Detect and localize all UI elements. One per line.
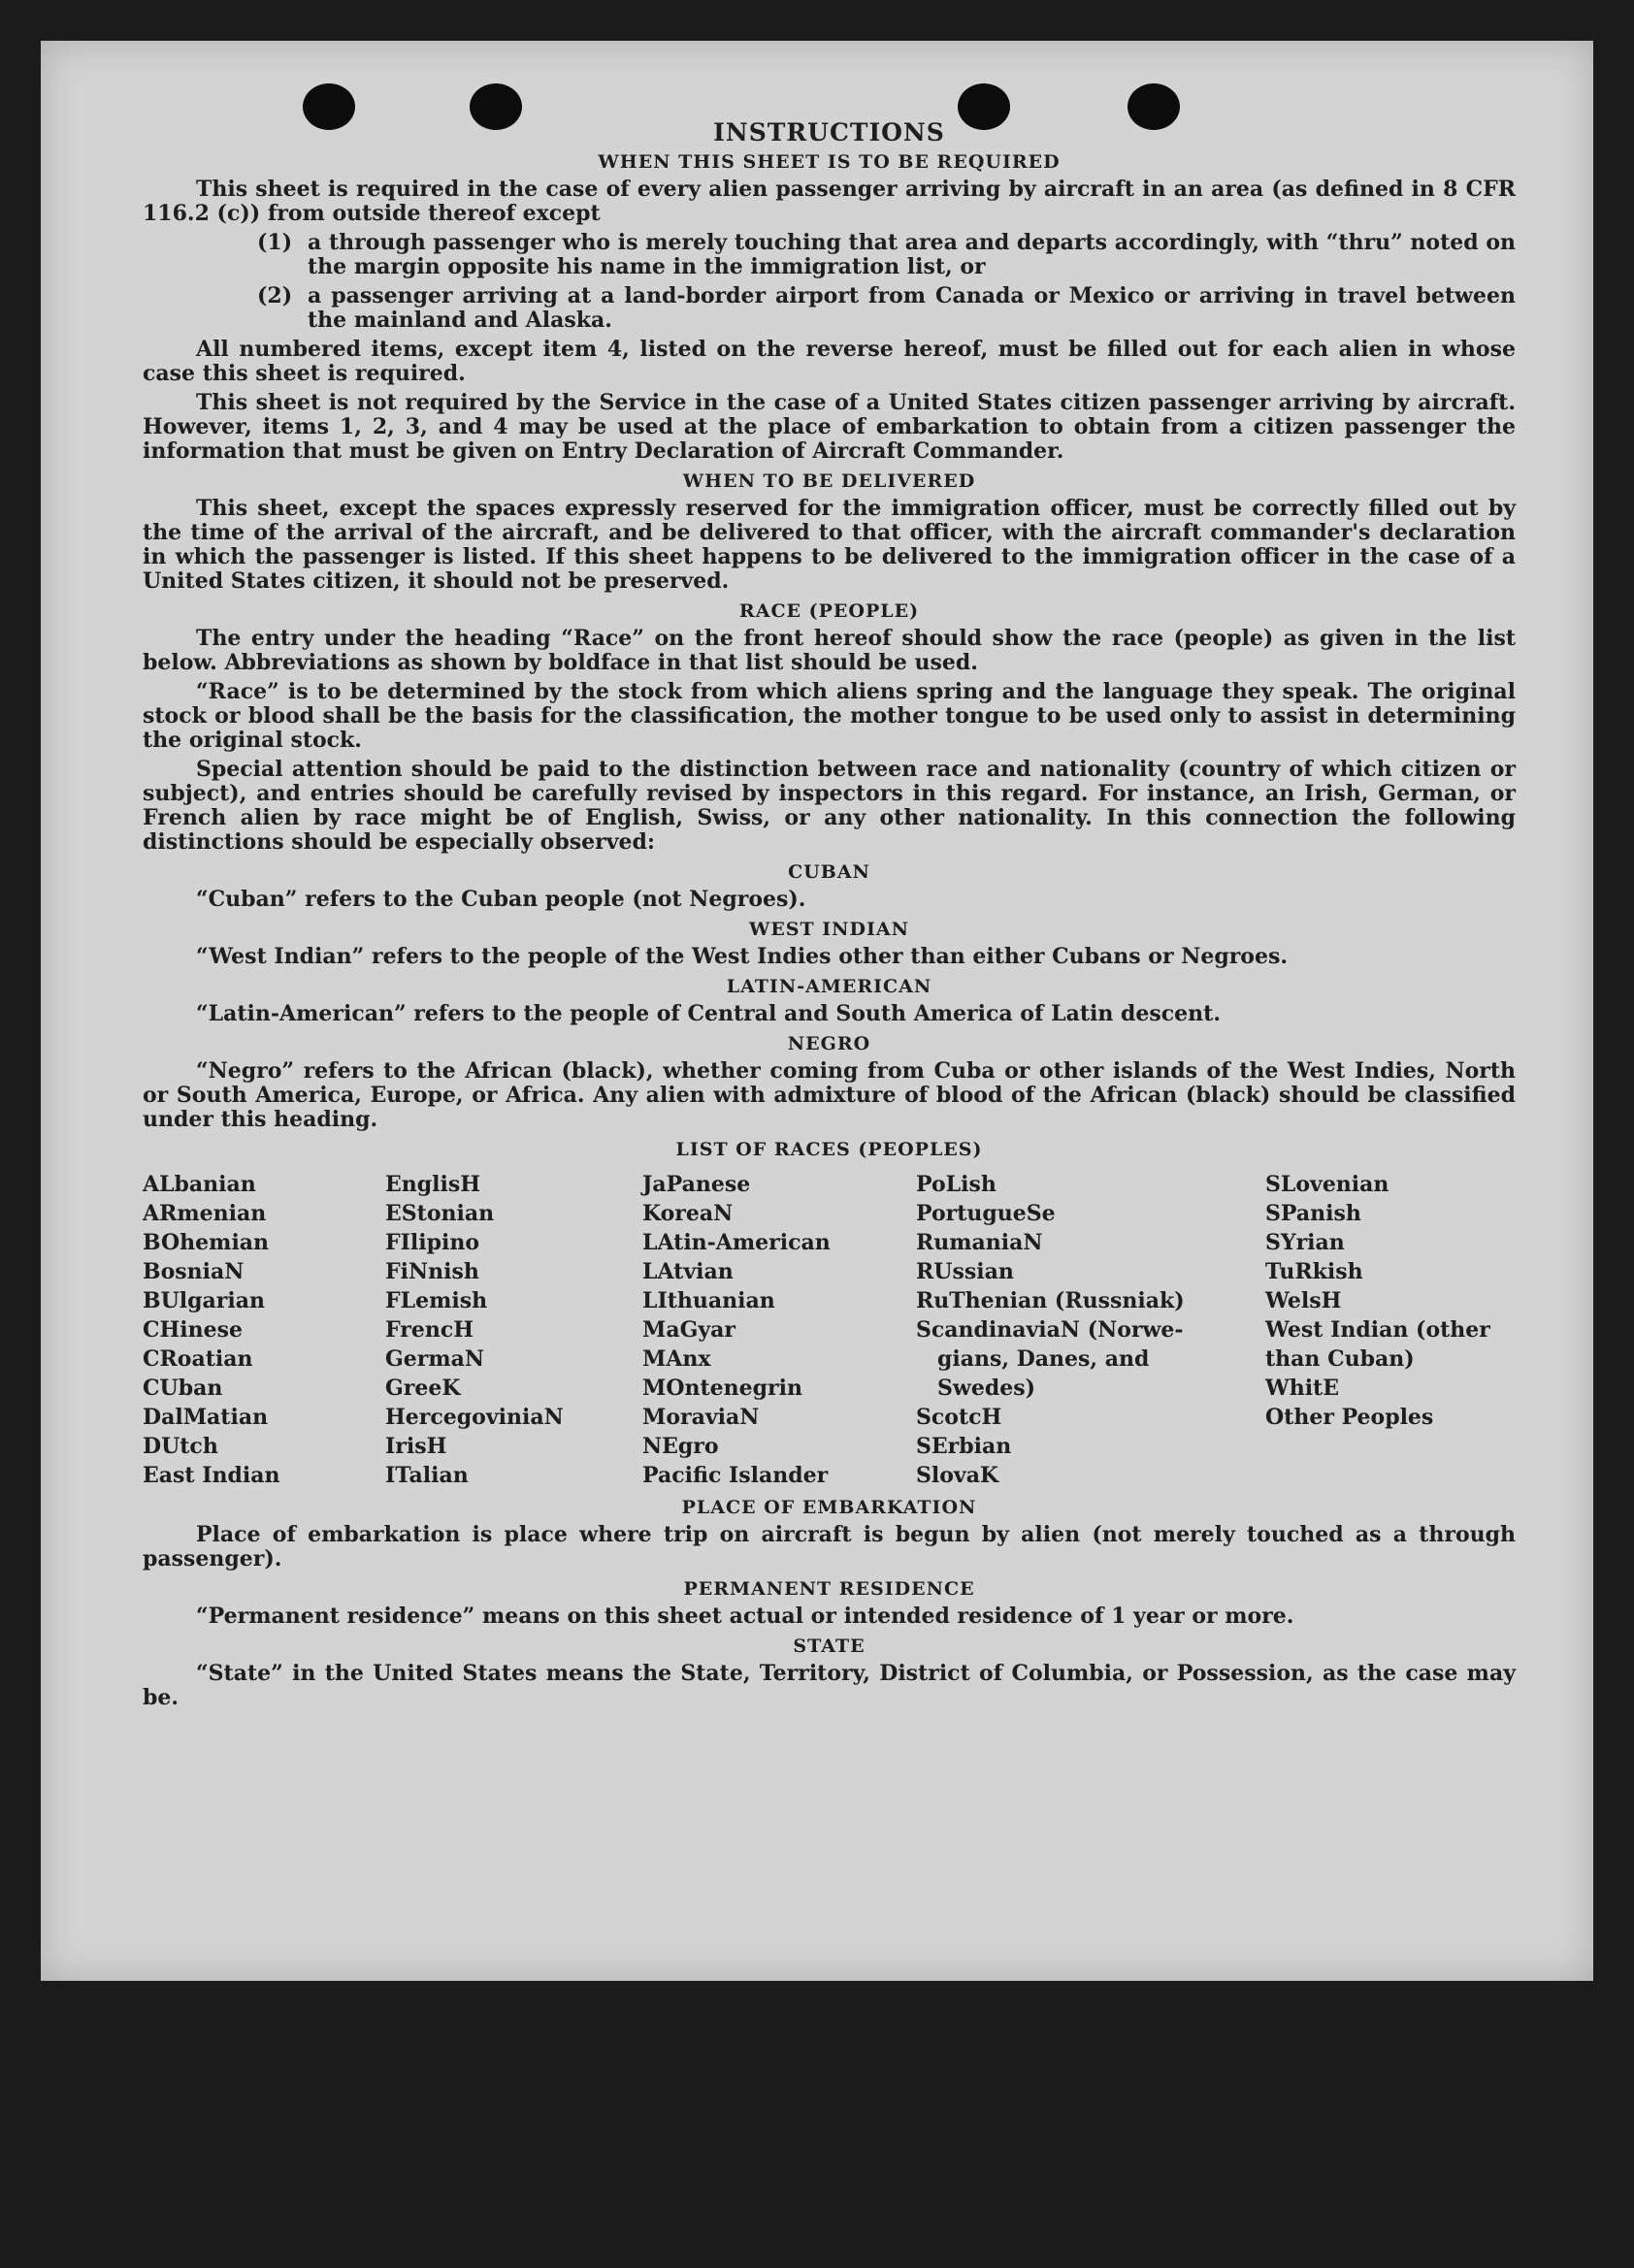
section-heading-permanent-residence: PERMANENT RESIDENCE: [683, 1578, 975, 1600]
race-entry: Swedes): [937, 1376, 1035, 1401]
race-entry: PoLish: [916, 1172, 997, 1197]
section-heading-cuban: CUBAN: [788, 861, 870, 883]
races-column: [1265, 1170, 1508, 1490]
race-entry: West Indian (other: [1265, 1317, 1490, 1343]
race-entry: IrisH: [385, 1434, 447, 1459]
race-entry: WelsH: [1265, 1288, 1342, 1313]
race-entry: FLemish: [385, 1288, 488, 1313]
item-number: (1): [257, 230, 293, 255]
race-entry: MOntenegrin: [642, 1376, 802, 1401]
race-entry: ITalian: [385, 1463, 469, 1488]
section-heading-list-of-races: LIST OF RACES (PEOPLES): [675, 1139, 983, 1160]
race-entry: RUssian: [916, 1259, 1014, 1284]
list-item: [257, 231, 1516, 279]
section-heading-negro: NEGRO: [787, 1033, 871, 1054]
races-list: [143, 1170, 1516, 1490]
race-entry: PortugueSe: [916, 1201, 1056, 1226]
section-heading-west-indian: WEST INDIAN: [748, 919, 910, 940]
race-entry: RumaniaN: [916, 1230, 1043, 1255]
race-entry: SPanish: [1265, 1201, 1361, 1226]
delivered-paragraph: This sheet, except the spaces expressly reserved for the immigration officer, must be correctly filled out by the time of the arrival of the aircraft, and be delivered to that officer, with the aircraft commander's declaration in which the passenger is listed. If this sheet happens to be delivered to the immigration officer in the case of a United States citizen, it should not be preserved.: [143, 496, 1516, 594]
race-entry: ScandinaviaN (Norwe-: [916, 1317, 1184, 1343]
race-paragraph-3: Special attention should be paid to the distinction between race and nationality (country of which citizen or subject), and entries should be carefully revised by inspectors in this regard. For instance, an Irish, German, or French alien by race might be of English, Swiss, or any other nationality. In this connection the following distinctions should be especially observed:: [143, 757, 1516, 855]
race-entry: HercegoviniaN: [385, 1405, 564, 1430]
race-entry: LAtin-American: [642, 1230, 831, 1255]
negro-paragraph: “Negro” refers to the African (black), whether coming from Cuba or other islands of the West Indies, North or South America, Europe, or Africa. Any alien with admixture of blood of the African (black) should be classified under this heading.: [143, 1058, 1516, 1132]
race-entry: ALbanian: [143, 1172, 256, 1197]
section-heading-latin-american: LATIN-AMERICAN: [726, 976, 932, 997]
race-entry: MaGyar: [642, 1317, 736, 1343]
race-entry: gians, Danes, and: [937, 1346, 1150, 1372]
item-text: a passenger arriving at a land-border airport from Canada or Mexico or arriving in travel between the mainland and Alaska.: [308, 283, 1516, 333]
required-paragraph-2: All numbered items, except item 4, listed on the reverse hereof, must be filled out for each alien in whose case this sheet is required.: [143, 337, 1516, 386]
race-entry: GreeK: [385, 1376, 461, 1401]
race-entry: FiNnish: [385, 1259, 479, 1284]
race-entry: CRoatian: [143, 1346, 253, 1372]
race-paragraph-1: The entry under the heading “Race” on the front hereof should show the race (people) as given in the list below. Abbreviations as shown by boldface in that list should be used.: [143, 626, 1516, 675]
race-entry: MoraviaN: [642, 1405, 760, 1430]
races-column: [385, 1170, 642, 1490]
document-sheet: [41, 41, 1593, 1981]
race-entry: Pacific Islander: [642, 1463, 829, 1488]
cuban-paragraph: “Cuban” refers to the Cuban people (not Negroes).: [196, 887, 806, 912]
race-entry: Other Peoples: [1265, 1405, 1434, 1430]
state-paragraph: “State” in the United States means the State, Territory, District of Columbia, or Possession, as the case may be.: [143, 1661, 1516, 1710]
race-entry: BosniaN: [143, 1259, 245, 1284]
item-number: (2): [257, 283, 293, 308]
section-heading-required: WHEN THIS SHEET IS TO BE REQUIRED: [598, 151, 1061, 173]
race-entry: FIlipino: [385, 1230, 480, 1255]
race-entry: CUban: [143, 1376, 223, 1401]
section-heading-state: STATE: [793, 1636, 866, 1657]
section-heading-embarkation: PLACE OF EMBARKATION: [681, 1497, 977, 1518]
race-entry: BUlgarian: [143, 1288, 265, 1313]
required-paragraph-1: This sheet is required in the case of every alien passenger arriving by aircraft in an area (as defined in 8 CFR 116.2 (c)) from outside thereof except: [143, 177, 1516, 226]
latin-american-paragraph: “Latin-American” refers to the people of Central and South America of Latin descent.: [196, 1001, 1221, 1026]
race-entry: GermaN: [385, 1346, 485, 1372]
race-entry: NEgro: [642, 1434, 719, 1459]
race-entry: CHinese: [143, 1317, 244, 1343]
race-entry: BOhemian: [143, 1230, 270, 1255]
race-entry: MAnx: [642, 1346, 711, 1372]
race-entry: EnglisH: [385, 1172, 481, 1197]
item-text: a through passenger who is merely touching that area and departs accordingly, with “thru” noted on the margin opposite his name in the immigration list, or: [308, 230, 1516, 279]
race-paragraph-2: “Race” is to be determined by the stock from which aliens spring and the language they speak. The original stock or blood shall be the basis for the classification, the mother tongue to be used only to assist in determining the original stock.: [143, 679, 1516, 753]
race-entry: JaPanese: [642, 1172, 751, 1197]
race-entry: DUtch: [143, 1434, 218, 1459]
race-entry: KoreaN: [642, 1201, 734, 1226]
race-entry: TuRkish: [1265, 1259, 1363, 1284]
race-entry: LIthuanian: [642, 1288, 775, 1313]
race-entry: EStonian: [385, 1201, 495, 1226]
race-entry: SYrian: [1265, 1230, 1345, 1255]
races-column: [916, 1170, 1265, 1490]
race-entry: than Cuban): [1265, 1346, 1415, 1372]
race-entry: SlovaK: [916, 1463, 999, 1488]
race-entry: WhitE: [1265, 1376, 1339, 1401]
race-entry: ARmenian: [143, 1201, 267, 1226]
race-entry: RuThenian (Russniak): [916, 1288, 1185, 1313]
race-entry: LAtvian: [642, 1259, 734, 1284]
race-entry: DalMatian: [143, 1405, 269, 1430]
permanent-residence-paragraph: “Permanent residence” means on this sheet actual or intended residence of 1 year or more.: [196, 1604, 1294, 1629]
west-indian-paragraph: “West Indian” refers to the people of the West Indies other than either Cubans or Negroes.: [196, 944, 1289, 969]
required-paragraph-3: This sheet is not required by the Service in the case of a United States citizen passenger arriving by aircraft. However, items 1, 2, 3, and 4 may be used at the place of embarkation to obtain from a citizen passenger the information that must be given on Entry Declaration of Aircraft Commander.: [143, 390, 1516, 464]
list-item: [257, 284, 1516, 333]
race-entry: FrencH: [385, 1317, 474, 1343]
race-entry: SErbian: [916, 1434, 1012, 1459]
embarkation-paragraph: Place of embarkation is place where trip on aircraft is begun by alien (not merely touched as a through passenger).: [143, 1522, 1516, 1571]
section-heading-race: RACE (PEOPLE): [738, 600, 920, 622]
instructions-content: [143, 109, 1516, 1715]
races-column: [143, 1170, 385, 1490]
section-heading-delivered: WHEN TO BE DELIVERED: [682, 470, 976, 492]
race-entry: ScotcH: [916, 1405, 1002, 1430]
page-title: INSTRUCTIONS: [713, 118, 945, 146]
race-entry: SLovenian: [1265, 1172, 1389, 1197]
races-column: [642, 1170, 916, 1490]
race-entry: East Indian: [143, 1463, 280, 1488]
